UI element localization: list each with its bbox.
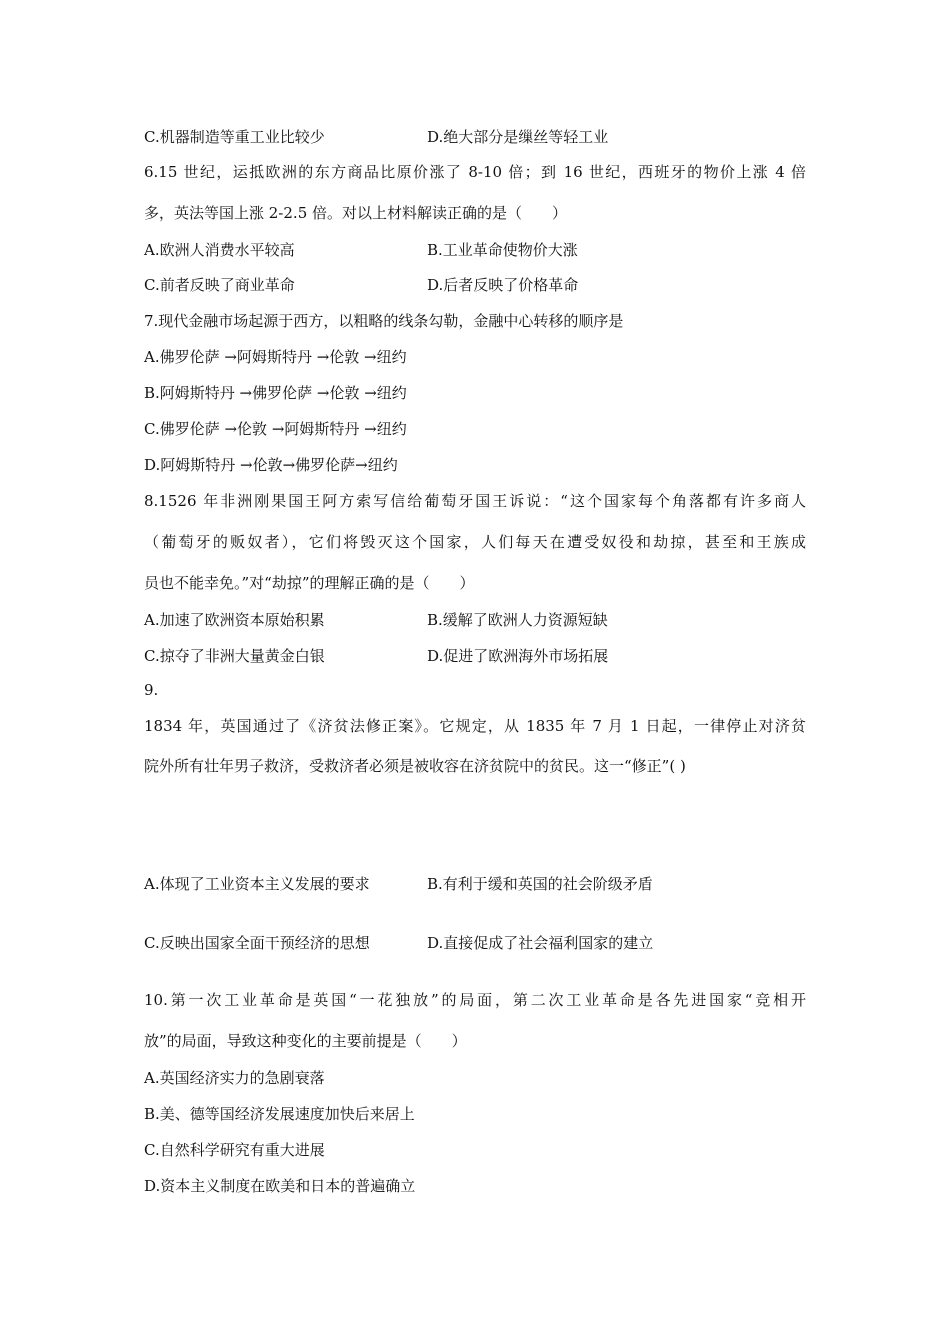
q8-option-b: B.缓解了欧洲人力资源短缺 <box>427 611 608 629</box>
q6-stem-line-1: 6.15 世纪，运抵欧洲的东方商品比原价涨了 8-10 倍；到 16 世纪，西班牙的物价上涨 4 倍 <box>144 163 806 181</box>
q5-option-c: C.机器制造等重工业比较少 <box>144 128 325 146</box>
q6-option-c: C.前者反映了商业革命 <box>144 276 295 294</box>
q6-stem-line-2: 多，英法等国上涨 2-2.5 倍。对以上材料解读正确的是（ ） <box>144 204 568 222</box>
q7-option-b: B.阿姆斯特丹 →佛罗伦萨 →伦敦 →纽约 <box>144 384 407 402</box>
q9-stem-line-2: 院外所有壮年男子救济，受救济者必须是被收容在济贫院中的贫民。这一“修正”( ) <box>144 757 686 775</box>
q9-option-c: C.反映出国家全面干预经济的思想 <box>144 934 370 952</box>
q9-number: 9. <box>144 681 159 699</box>
q6-option-d: D.后者反映了价格革命 <box>427 276 579 294</box>
q7-stem: 7.现代金融市场起源于西方，以粗略的线条勾勒，金融中心转移的顺序是 <box>144 312 624 330</box>
q8-options-row-cd <box>144 646 806 666</box>
q8-stem-line-1: 8.1526 年非洲刚果国王阿方索写信给葡萄牙国王诉说：“这个国家每个角落都有许多商人 <box>144 492 806 510</box>
q9-option-d: D.直接促成了社会福利国家的建立 <box>427 934 654 952</box>
q10-option-a: A.英国经济实力的急剧衰落 <box>144 1069 325 1087</box>
q8-options-row-ab <box>144 610 806 630</box>
q6-option-b: B.工业革命使物价大涨 <box>427 241 578 259</box>
q6-option-a: A.欧洲人消费水平较高 <box>144 241 295 259</box>
q10-option-d: D.资本主义制度在欧美和日本的普遍确立 <box>144 1177 416 1195</box>
q9-stem-line-1: 1834 年，英国通过了《济贫法修正案》。它规定，从 1835 年 7 月 1 日起，一律停止对济贫 <box>144 717 806 735</box>
q10-stem-line-2: 放”的局面，导致这种变化的主要前提是（ ） <box>144 1032 467 1050</box>
q8-option-d: D.促进了欧洲海外市场拓展 <box>427 647 609 665</box>
q7-option-a: A.佛罗伦萨 →阿姆斯特丹 →伦敦 →纽约 <box>144 348 407 366</box>
q9-options-row-cd <box>144 933 806 953</box>
q8-option-a: A.加速了欧洲资本原始积累 <box>144 611 325 629</box>
q9-options-row-ab <box>144 874 806 894</box>
q10-stem-line-1: 10.第一次工业革命是英国“一花独放”的局面，第二次工业革命是各先进国家“竞相开 <box>144 991 806 1009</box>
q6-options-row-cd <box>144 275 806 295</box>
q8-stem-line-3: 员也不能幸免。”对“劫掠”的理解正确的是（ ） <box>144 574 475 592</box>
q7-option-c: C.佛罗伦萨 →伦敦 →阿姆斯特丹 →纽约 <box>144 420 407 438</box>
q8-stem-line-2: （葡萄牙的贩奴者），它们将毁灭这个国家，人们每天在遭受奴役和劫掠，甚至和王族成 <box>144 533 806 551</box>
q10-option-b: B.美、德等国经济发展速度加快后来居上 <box>144 1105 415 1123</box>
q9-option-a: A.体现了工业资本主义发展的要求 <box>144 875 370 893</box>
q9-option-b: B.有利于缓和英国的社会阶级矛盾 <box>427 875 653 893</box>
q7-option-d: D.阿姆斯特丹 →伦敦→佛罗伦萨→纽约 <box>144 456 398 474</box>
q5-options-row-cd <box>144 127 806 147</box>
q6-options-row-ab <box>144 240 806 260</box>
q5-option-d: D.绝大部分是缫丝等轻工业 <box>427 128 609 146</box>
q8-option-c: C.掠夺了非洲大量黄金白银 <box>144 647 325 665</box>
q10-option-c: C.自然科学研究有重大进展 <box>144 1141 325 1159</box>
